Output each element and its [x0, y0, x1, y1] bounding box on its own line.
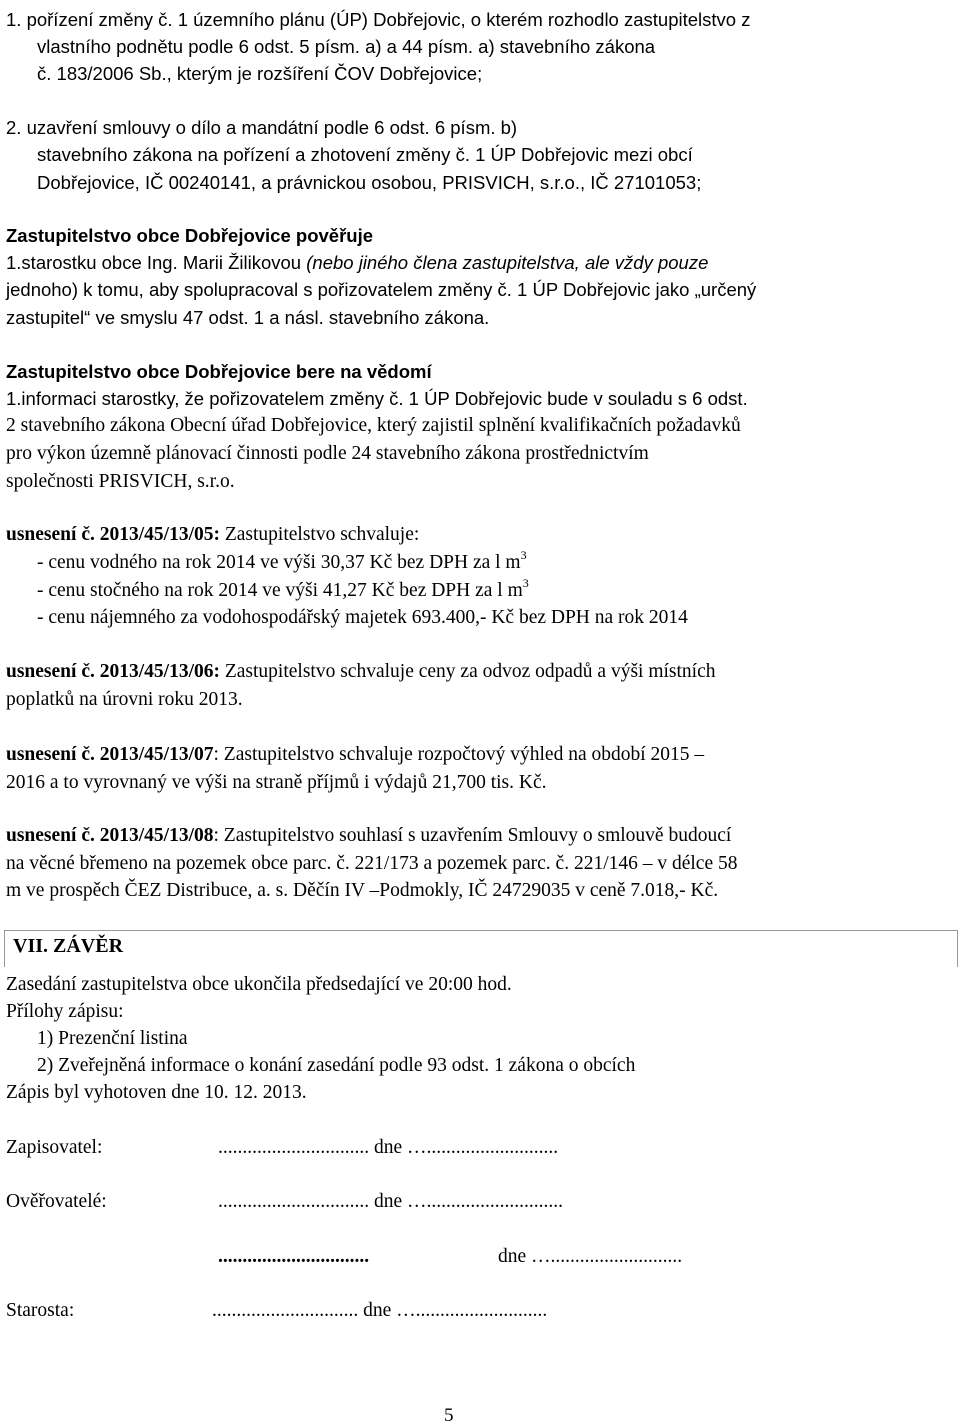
attachment-item-1: 1) Prezenční listina	[37, 1028, 188, 1049]
superscript: 3	[520, 548, 527, 562]
resolution-05-heading	[6, 523, 419, 547]
poveruje-line-1-italic: (nebo jiného člena zastupitelstva, ale vždy pouze	[306, 252, 709, 273]
resolution-number: 2013/45/13/08	[99, 825, 214, 846]
resolution-label: usnesení č.	[6, 744, 100, 765]
resolution-07-line-1	[6, 743, 704, 767]
signature-label-starosta: Starosta:	[6, 1300, 75, 1321]
resolution-06-line-1	[6, 660, 716, 684]
resolution-05-bullet-3: - cenu nájemného za vodohospodářský majetek 693.400,- Kč bez DPH na rok 2014	[37, 607, 688, 628]
item-1-line-2: vlastního podnětu podle 6 odst. 5 písm. a) a 44 písm. a) stavebního zákona	[37, 36, 656, 57]
resolution-text: Zastupitelstvo schvaluje:	[219, 524, 420, 545]
resolution-label: usnesení č.	[6, 825, 100, 846]
signature-label-overovatele: Ověřovatelé:	[6, 1191, 107, 1212]
resolution-06-line-2: poplatků na úrovni roku 2013.	[6, 689, 243, 710]
signature-label-zapisovatel: Zapisovatel:	[6, 1137, 103, 1158]
item-1-line-3: č. 183/2006 Sb., kterým je rozšíření ČOV Dobřejovice;	[37, 63, 483, 84]
resolution-text: : Zastupitelstvo schvaluje rozpočtový výhled na období 2015 –	[213, 744, 705, 765]
poveruje-line-1	[6, 251, 708, 275]
resolution-text: Zastupitelstvo schvaluje ceny za odvoz odpadů a výši místních	[219, 661, 716, 682]
superscript: 3	[522, 576, 529, 590]
poveruje-line-3: zastupitel“ ve smyslu 47 odst. 1 a násl. stavebního zákona.	[6, 307, 490, 328]
item-2-line-3: Dobřejovice, IČ 00240141, a právnickou osobou, PRISVICH, s.r.o., IČ 27101053;	[37, 172, 702, 193]
poveruje-line-2: jednoho) k tomu, aby spolupracoval s pořizovatelem změny č. 1 ÚP Dobřejovic jako „určený	[6, 279, 757, 300]
attachments-label: Přílohy zápisu:	[6, 1001, 124, 1022]
section-heading-poveruje: Zastupitelstvo obce Dobřejovice pověřuje	[6, 225, 374, 246]
zaver-line-1: Zasedání zastupitelstva obce ukončila předsedající ve 20:00 hod.	[6, 974, 512, 995]
section-box-zaver	[4, 930, 958, 967]
record-date: Zápis byl vyhotoven dne 10. 12. 2013.	[6, 1082, 307, 1103]
poveruje-line-1-text: 1.starostku obce Ing. Marii Žilikovou	[6, 252, 307, 273]
bullet-text: - cenu stočného na rok 2014 ve výši 41,27 Kč bez DPH za l m	[37, 580, 523, 601]
item-2-line-1: 2. uzavření smlouvy o dílo a mandátní podle 6 odst. 6 písm. b)	[6, 117, 518, 138]
bullet-text: - cenu vodného na rok 2014 ve výši 30,37 Kč bez DPH za l m	[37, 552, 521, 573]
resolution-number: 2013/45/13/07	[99, 744, 214, 765]
item-2-line-2: stavebního zákona na pořízení a zhotovení změny č. 1 ÚP Dobřejovic mezi obcí	[37, 144, 693, 165]
resolution-05-bullet-1	[37, 548, 527, 576]
resolution-number: 2013/45/13/06:	[99, 661, 220, 682]
signature-line-overovatel-1: ............................... dne …............................	[218, 1191, 564, 1212]
resolution-number: 2013/45/13/05:	[99, 524, 220, 545]
signature-dots-overovatel-2: ...............................	[218, 1246, 370, 1267]
section-heading-bere: Zastupitelstvo obce Dobřejovice bere na vědomí	[6, 361, 432, 382]
resolution-08-line-2: na věcné břemeno na pozemek obce parc. č. 221/173 a pozemek parc. č. 221/146 – v délce 58	[6, 853, 738, 874]
resolution-08-line-1	[6, 824, 731, 848]
resolution-label: usnesení č.	[6, 524, 100, 545]
section-heading-zaver: VII. ZÁVĚR	[13, 935, 124, 957]
bere-line-1: 1.informaci starostky, že pořizovatelem změny č. 1 ÚP Dobřejovic bude v souladu s 6 odst.	[6, 388, 748, 409]
resolution-text: : Zastupitelstvo souhlasí s uzavřením Smlouvy o smlouvě budoucí	[213, 825, 732, 846]
bere-line-3: pro výkon územně plánovací činnosti podle 24 stavebního zákona prostřednictvím	[6, 443, 649, 464]
page-number: 5	[444, 1405, 454, 1426]
signature-line-starosta: .............................. dne …...........................	[212, 1300, 548, 1321]
bere-line-2: 2 stavebního zákona Obecní úřad Dobřejovice, který zajistil splnění kvalifikačních požadavků	[6, 415, 741, 436]
attachment-item-2: 2) Zveřejněná informace o konání zasedání podle 93 odst. 1 zákona o obcích	[37, 1055, 636, 1076]
resolution-05-bullet-2	[37, 576, 529, 604]
resolution-08-line-3: m ve prospěch ČEZ Distribuce, a. s. Děčín IV –Podmokly, IČ 24729035 v ceně 7.018,- Kč.	[6, 880, 719, 901]
item-1-line-1: 1. pořízení změny č. 1 územního plánu (ÚP) Dobřejovic, o kterém rozhodlo zastupitelstvo z	[6, 9, 751, 30]
resolution-07-line-2: 2016 a to vyrovnaný ve výši na straně příjmů i výdajů 21,700 tis. Kč.	[6, 772, 547, 793]
signature-line-zapisovatel: ............................... dne …...........................	[218, 1137, 559, 1158]
resolution-label: usnesení č.	[6, 661, 100, 682]
signature-line-overovatel-2: dne …...........................	[498, 1246, 683, 1267]
bere-line-4: společnosti PRISVICH, s.r.o.	[6, 471, 235, 492]
